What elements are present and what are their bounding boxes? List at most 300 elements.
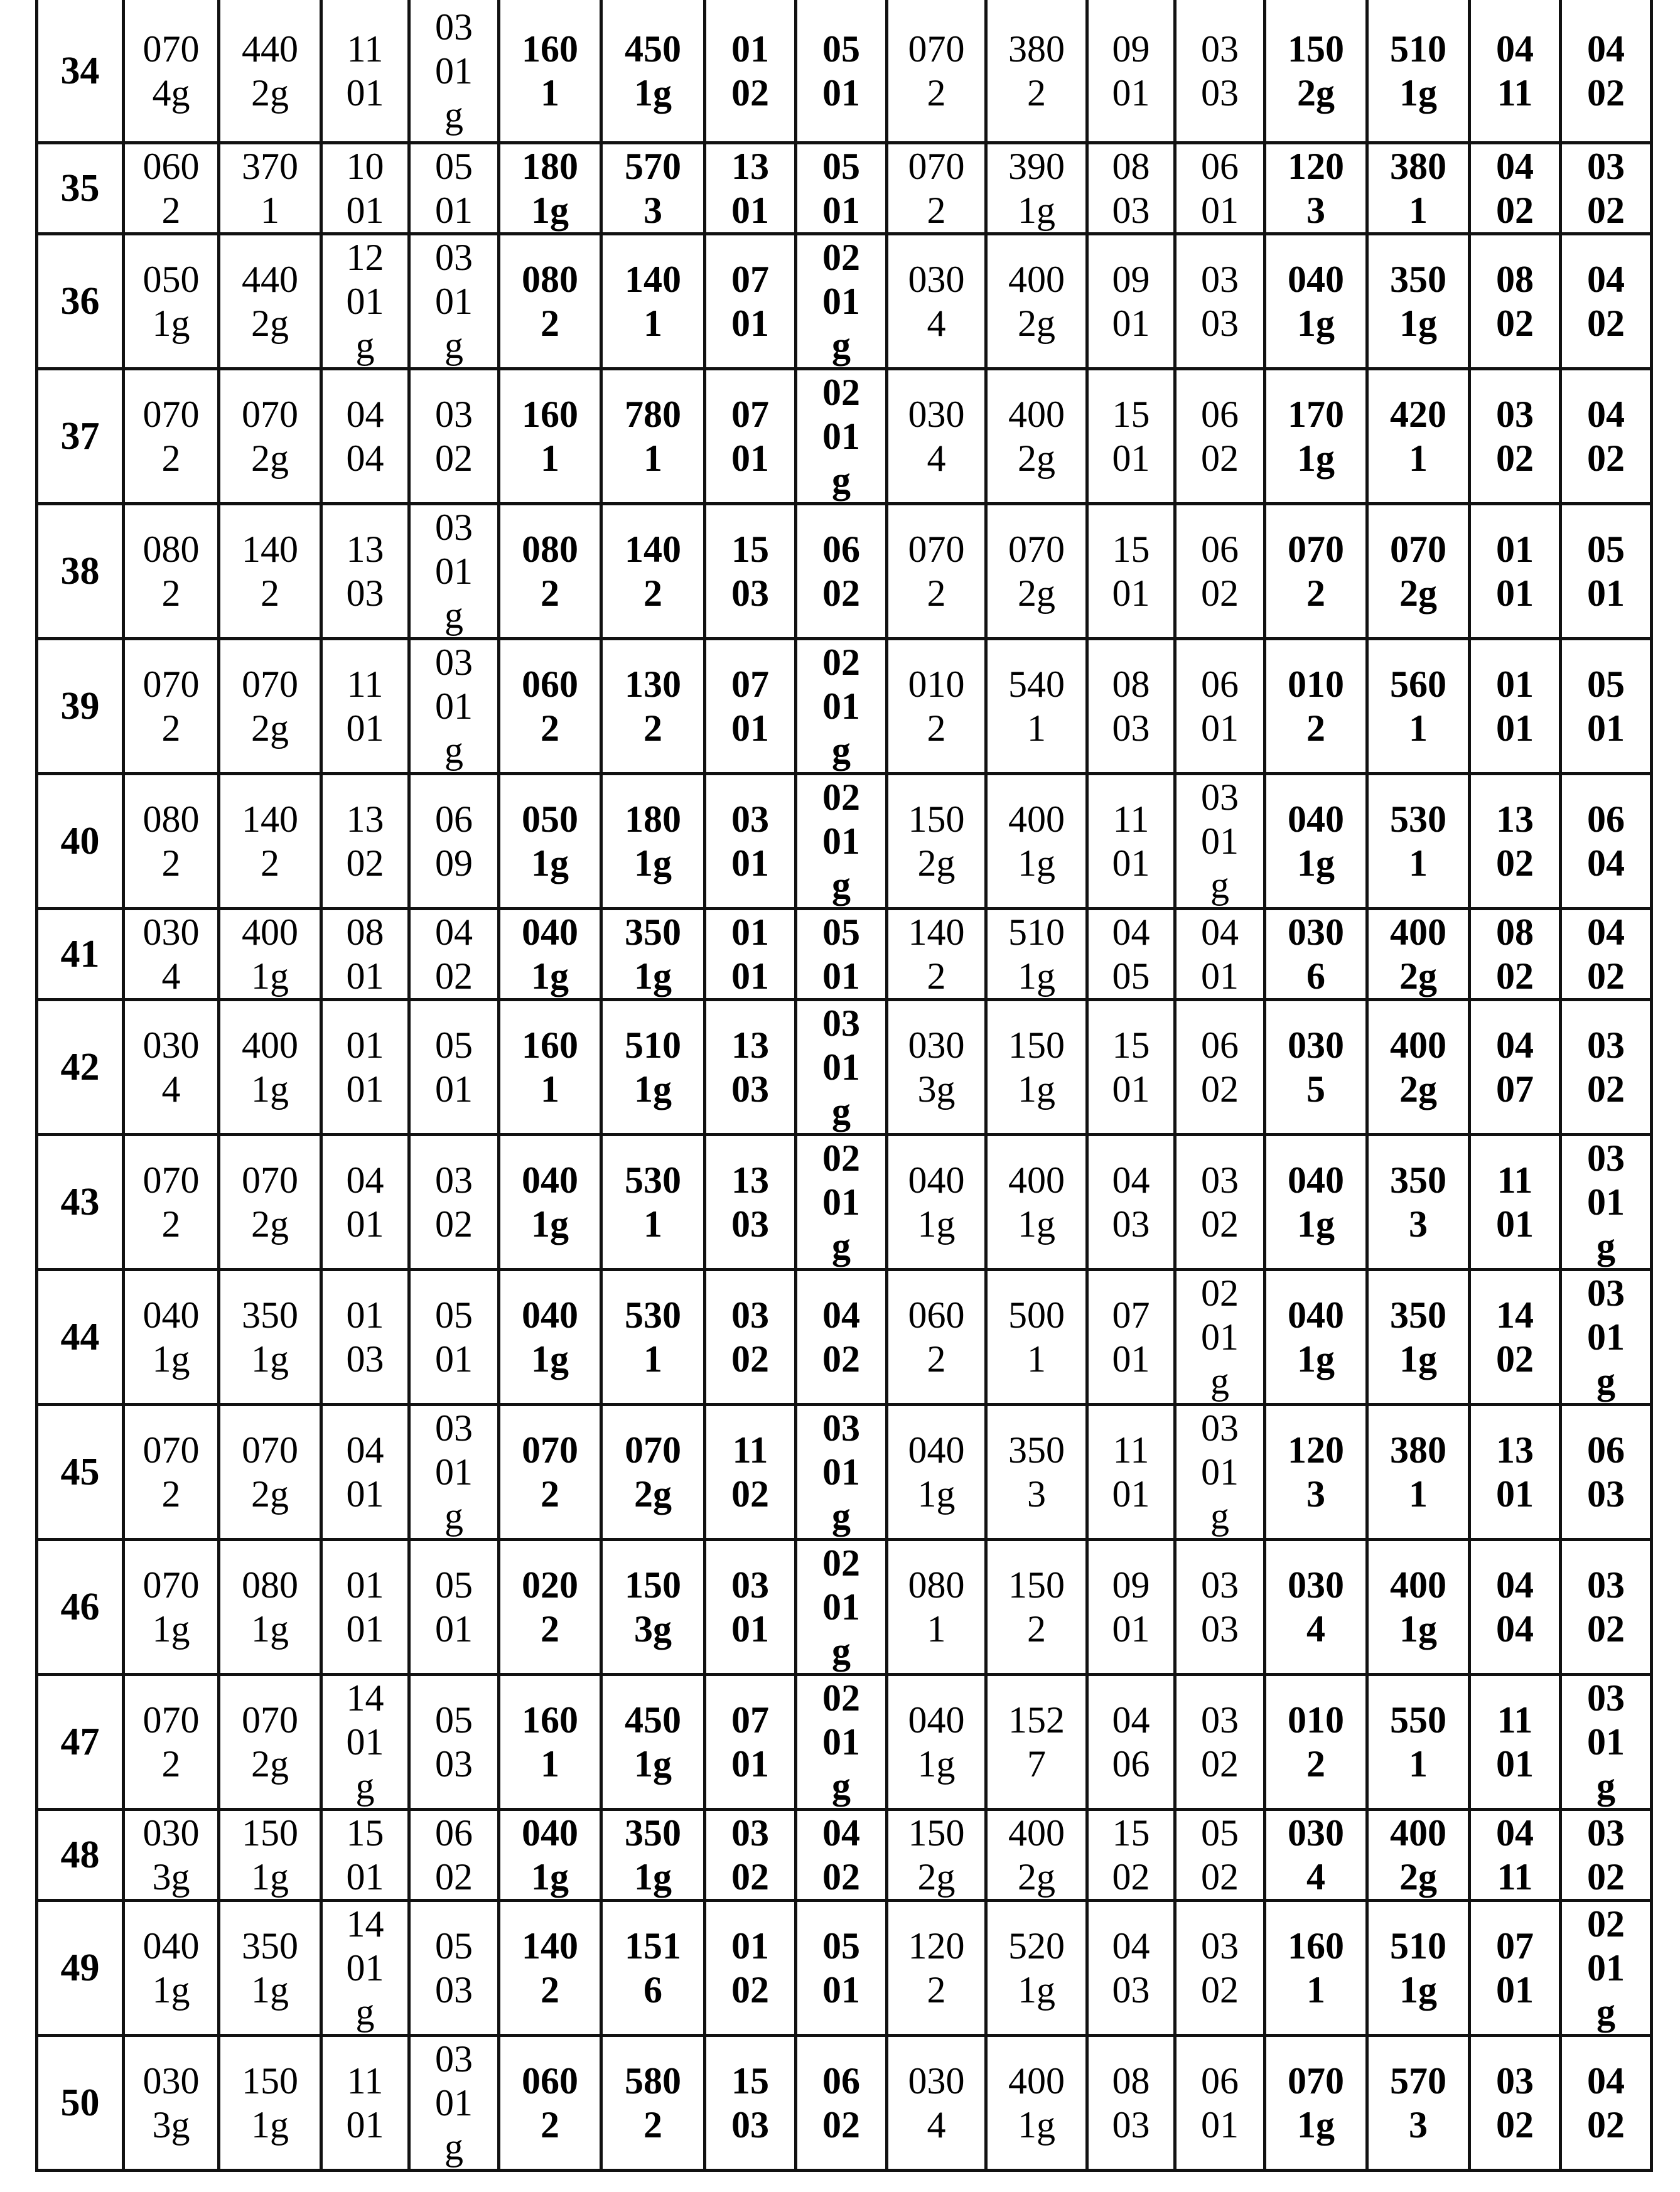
table-cell: 07 01 (705, 234, 796, 369)
table-cell: 040 1g (1265, 234, 1367, 369)
table-cell: 01 01 (321, 1540, 409, 1675)
table-cell: 060 2 (124, 143, 219, 234)
table-cell: 140 2 (219, 774, 321, 909)
table-cell: 440 2g (219, 0, 321, 143)
table-cell: 06 02 (1175, 369, 1265, 504)
table-cell: 02 01 g (1561, 1901, 1652, 2036)
row-number: 44 (37, 1270, 124, 1405)
table-cell: 03 02 (1175, 1135, 1265, 1270)
table-cell: 450 1g (601, 0, 705, 143)
data-table (35, 0, 1653, 2172)
table-cell: 010 2 (1265, 639, 1367, 774)
row-number: 42 (37, 1000, 124, 1135)
table-row (37, 1270, 1652, 1405)
table-cell: 02 01 g (796, 1540, 887, 1675)
table-cell: 040 1g (887, 1135, 986, 1270)
table-cell: 400 1g (986, 2036, 1087, 2171)
table-cell: 15 03 (705, 504, 796, 639)
table-cell: 03 01 g (409, 234, 499, 369)
table-row (37, 1405, 1652, 1540)
row-number: 38 (37, 504, 124, 639)
table-cell: 03 01 g (1561, 1135, 1652, 1270)
table-cell: 13 03 (321, 504, 409, 639)
table-cell: 03 02 (409, 1135, 499, 1270)
table-cell: 060 2 (499, 2036, 601, 2171)
table-cell: 15 01 (1087, 369, 1175, 504)
table-cell: 06 01 (1175, 2036, 1265, 2171)
table-row (37, 234, 1652, 369)
table-cell: 530 1 (601, 1270, 705, 1405)
table-cell: 12 01 g (321, 234, 409, 369)
table-cell: 400 2g (986, 1810, 1087, 1901)
table-cell: 150 2 (986, 1540, 1087, 1675)
table-cell: 05 01 (796, 1901, 887, 2036)
table-cell: 04 04 (321, 369, 409, 504)
table-cell: 400 1g (219, 909, 321, 1000)
table-row (37, 1901, 1652, 2036)
table-row (37, 1135, 1652, 1270)
table-cell: 160 1 (499, 369, 601, 504)
table-cell: 04 02 (1561, 2036, 1652, 2171)
table-row (37, 1810, 1652, 1901)
table-cell: 01 02 (705, 0, 796, 143)
table-cell: 170 1g (1265, 369, 1367, 504)
table-cell: 03 02 (1470, 2036, 1561, 2171)
table-cell: 540 1 (986, 639, 1087, 774)
table-cell: 04 07 (1470, 1000, 1561, 1135)
table-cell: 020 2 (499, 1540, 601, 1675)
table-cell: 01 02 (705, 1901, 796, 2036)
table-cell: 140 1 (601, 234, 705, 369)
table-cell: 070 2g (601, 1405, 705, 1540)
table-cell: 03 02 (1561, 143, 1652, 234)
table-cell: 070 4g (124, 0, 219, 143)
table-cell: 06 02 (1175, 504, 1265, 639)
table-cell: 380 1 (1367, 143, 1470, 234)
row-number: 49 (37, 1901, 124, 2036)
table-cell: 03 02 (1470, 369, 1561, 504)
table-cell: 550 1 (1367, 1675, 1470, 1810)
table-cell: 02 01 g (796, 1675, 887, 1810)
table-cell: 06 02 (796, 504, 887, 639)
table-row (37, 369, 1652, 504)
table-cell: 400 1g (986, 1135, 1087, 1270)
table-cell: 09 01 (1087, 234, 1175, 369)
table-cell: 01 03 (321, 1270, 409, 1405)
table-cell: 080 2 (499, 234, 601, 369)
table-cell: 06 01 (1175, 143, 1265, 234)
table-cell: 030 4 (887, 234, 986, 369)
table-cell: 030 5 (1265, 1000, 1367, 1135)
table-cell: 04 01 (321, 1135, 409, 1270)
table-cell: 11 01 (321, 639, 409, 774)
table-cell: 04 02 (796, 1270, 887, 1405)
table-cell: 03 01 g (1175, 774, 1265, 909)
table-row (37, 0, 1652, 143)
table-cell: 01 01 (321, 1000, 409, 1135)
table-cell: 070 2 (124, 639, 219, 774)
table-cell: 350 1g (1367, 1270, 1470, 1405)
table-cell: 11 01 (1087, 774, 1175, 909)
table-cell: 05 01 (796, 909, 887, 1000)
row-number: 34 (37, 0, 124, 143)
table-cell: 03 03 (1175, 1540, 1265, 1675)
table-cell: 510 1g (986, 909, 1087, 1000)
table-cell: 01 01 (1470, 504, 1561, 639)
row-number: 41 (37, 909, 124, 1000)
table-cell: 560 1 (1367, 639, 1470, 774)
table-cell: 150 3g (601, 1540, 705, 1675)
table-cell: 050 1g (124, 234, 219, 369)
table-cell: 160 1 (499, 1000, 601, 1135)
table-cell: 120 3 (1265, 143, 1367, 234)
table-cell: 14 02 (1470, 1270, 1561, 1405)
table-cell: 120 2 (887, 1901, 986, 2036)
table-cell: 530 1 (601, 1135, 705, 1270)
table-cell: 06 02 (409, 1810, 499, 1901)
table-cell: 350 1g (601, 909, 705, 1000)
table-cell: 150 1g (219, 2036, 321, 2171)
table-cell: 510 1g (1367, 1901, 1470, 2036)
table-cell: 030 4 (124, 1000, 219, 1135)
table-cell: 04 01 (321, 1405, 409, 1540)
row-number: 36 (37, 234, 124, 369)
table-cell: 040 1g (887, 1405, 986, 1540)
table-cell: 02 01 g (796, 639, 887, 774)
table-cell: 03 01 g (409, 504, 499, 639)
table-cell: 08 02 (1470, 909, 1561, 1000)
table-cell: 03 02 (705, 1810, 796, 1901)
table-cell: 400 1g (986, 774, 1087, 909)
table-cell: 04 02 (409, 909, 499, 1000)
table-cell: 03 01 g (409, 0, 499, 143)
table-cell: 140 2 (887, 909, 986, 1000)
table-cell: 08 03 (1087, 143, 1175, 234)
table-row (37, 774, 1652, 909)
table-cell: 400 2g (986, 369, 1087, 504)
table-cell: 13 03 (705, 1135, 796, 1270)
table-cell: 02 01 g (796, 234, 887, 369)
table-cell: 03 02 (1561, 1540, 1652, 1675)
table-cell: 06 01 (1175, 639, 1265, 774)
table-cell: 530 1 (1367, 774, 1470, 909)
table-cell: 570 3 (1367, 2036, 1470, 2171)
table-cell: 140 2 (219, 504, 321, 639)
table-cell: 03 02 (1175, 1675, 1265, 1810)
table-cell: 070 2g (1367, 504, 1470, 639)
table-cell: 030 4 (1265, 1540, 1367, 1675)
row-number: 39 (37, 639, 124, 774)
row-number: 48 (37, 1810, 124, 1901)
table-cell: 03 01 g (409, 1405, 499, 1540)
table-cell: 510 1g (1367, 0, 1470, 143)
table-cell: 03 01 g (409, 2036, 499, 2171)
table-cell: 070 2 (499, 1405, 601, 1540)
table-cell: 04 02 (1561, 0, 1652, 143)
table-row (37, 909, 1652, 1000)
table-cell: 030 4 (887, 369, 986, 504)
table-cell: 152 7 (986, 1675, 1087, 1810)
table-cell: 150 1g (986, 1000, 1087, 1135)
table-cell: 06 09 (409, 774, 499, 909)
table-cell: 580 2 (601, 2036, 705, 2171)
table-cell: 160 1 (499, 1675, 601, 1810)
table-cell: 070 2 (124, 1675, 219, 1810)
table-cell: 01 01 (705, 909, 796, 1000)
table-cell: 030 4 (887, 2036, 986, 2171)
table-cell: 04 02 (1561, 909, 1652, 1000)
table-cell: 03 03 (1175, 0, 1265, 143)
row-number: 35 (37, 143, 124, 234)
table-cell: 03 01 g (409, 639, 499, 774)
table-cell: 040 1g (1265, 1270, 1367, 1405)
table-cell: 030 6 (1265, 909, 1367, 1000)
table-cell: 08 03 (1087, 2036, 1175, 2171)
table-cell: 06 02 (796, 2036, 887, 2171)
table-cell: 15 01 (321, 1810, 409, 1901)
table-cell: 03 01 g (796, 1405, 887, 1540)
row-number: 43 (37, 1135, 124, 1270)
table-cell: 400 2g (1367, 1000, 1470, 1135)
row-number: 37 (37, 369, 124, 504)
table-cell: 11 01 (321, 2036, 409, 2171)
table-cell: 05 01 (409, 1270, 499, 1405)
table-cell: 160 1 (499, 0, 601, 143)
table-cell: 030 4 (124, 909, 219, 1000)
table-cell: 450 1g (601, 1675, 705, 1810)
table-cell: 06 02 (1175, 1000, 1265, 1135)
table-cell: 400 2g (1367, 1810, 1470, 1901)
table-cell: 15 01 (1087, 1000, 1175, 1135)
table-cell: 04 02 (1561, 369, 1652, 504)
table-cell: 13 02 (321, 774, 409, 909)
table-cell: 040 1g (499, 1810, 601, 1901)
table-row (37, 639, 1652, 774)
table-cell: 350 1g (219, 1270, 321, 1405)
table-cell: 070 2 (124, 1405, 219, 1540)
row-number: 50 (37, 2036, 124, 2171)
table-cell: 040 1g (499, 909, 601, 1000)
table-cell: 03 01 g (1561, 1675, 1652, 1810)
table-row (37, 504, 1652, 639)
table-cell: 370 1 (219, 143, 321, 234)
table-cell: 03 02 (409, 369, 499, 504)
table-cell: 060 2 (499, 639, 601, 774)
row-number: 45 (37, 1405, 124, 1540)
table-cell: 04 02 (1561, 234, 1652, 369)
table-cell: 070 2g (219, 639, 321, 774)
table-cell: 04 06 (1087, 1675, 1175, 1810)
table-cell: 070 1g (1265, 2036, 1367, 2171)
table-cell: 400 2g (1367, 909, 1470, 1000)
table-cell: 02 01 g (796, 1135, 887, 1270)
table-cell: 040 1g (1265, 1135, 1367, 1270)
table-cell: 350 1g (601, 1810, 705, 1901)
table-cell: 04 01 (1175, 909, 1265, 1000)
row-number: 46 (37, 1540, 124, 1675)
table-cell: 03 02 (1175, 1901, 1265, 2036)
table-cell: 05 01 (409, 1000, 499, 1135)
table-cell: 350 1g (1367, 234, 1470, 369)
table-cell: 060 2 (887, 1270, 986, 1405)
table-cell: 070 2g (219, 1675, 321, 1810)
table-cell: 11 01 (1470, 1675, 1561, 1810)
table-cell: 04 05 (1087, 909, 1175, 1000)
table-cell: 14 01 g (321, 1901, 409, 2036)
table-cell: 11 01 (1470, 1135, 1561, 1270)
row-number: 40 (37, 774, 124, 909)
table-cell: 070 2g (219, 1135, 321, 1270)
table-cell: 780 1 (601, 369, 705, 504)
table-cell: 140 2 (601, 504, 705, 639)
table-cell: 05 03 (409, 1675, 499, 1810)
table-cell: 07 01 (705, 639, 796, 774)
table-cell: 150 1g (219, 1810, 321, 1901)
table-cell: 150 2g (1265, 0, 1367, 143)
table-row (37, 1000, 1652, 1135)
table-cell: 030 3g (124, 2036, 219, 2171)
table-cell: 02 01 g (796, 774, 887, 909)
table-cell: 05 01 (409, 143, 499, 234)
table-cell: 05 01 (796, 0, 887, 143)
table-cell: 03 01 (705, 774, 796, 909)
table-cell: 04 02 (796, 1810, 887, 1901)
table-cell: 080 2 (124, 504, 219, 639)
table-cell: 05 02 (1175, 1810, 1265, 1901)
table-cell: 150 2g (887, 1810, 986, 1901)
table-cell: 390 1g (986, 143, 1087, 234)
table-cell: 151 6 (601, 1901, 705, 2036)
table-cell: 07 01 (705, 1675, 796, 1810)
table-cell: 070 2 (124, 1135, 219, 1270)
table-cell: 070 2 (887, 504, 986, 639)
table-cell: 04 11 (1470, 1810, 1561, 1901)
table-cell: 070 2g (986, 504, 1087, 639)
table-cell: 120 3 (1265, 1405, 1367, 1540)
row-number: 47 (37, 1675, 124, 1810)
table-cell: 08 02 (1470, 234, 1561, 369)
table-cell: 03 02 (1561, 1000, 1652, 1135)
table-cell: 13 01 (1470, 1405, 1561, 1540)
table-cell: 09 01 (1087, 1540, 1175, 1675)
table-cell: 160 1 (1265, 1901, 1367, 2036)
table-cell: 040 1g (499, 1270, 601, 1405)
table-cell: 070 2 (1265, 504, 1367, 639)
table-cell: 15 01 (1087, 504, 1175, 639)
table-cell: 15 02 (1087, 1810, 1175, 1901)
table-cell: 07 01 (705, 369, 796, 504)
table-cell: 03 01 (705, 1540, 796, 1675)
table-cell: 570 3 (601, 143, 705, 234)
table-cell: 02 01 g (1175, 1270, 1265, 1405)
table-cell: 13 01 (705, 143, 796, 234)
table-cell: 14 01 g (321, 1675, 409, 1810)
table-cell: 06 04 (1561, 774, 1652, 909)
table-cell: 080 2 (124, 774, 219, 909)
table-cell: 11 01 (321, 0, 409, 143)
table-row (37, 1540, 1652, 1675)
table-cell: 040 1g (124, 1270, 219, 1405)
table-cell: 350 3 (1367, 1135, 1470, 1270)
table-cell: 04 04 (1470, 1540, 1561, 1675)
table-cell: 04 02 (1470, 143, 1561, 234)
table-cell: 140 2 (499, 1901, 601, 2036)
table-cell: 030 3g (124, 1810, 219, 1901)
table-cell: 070 1g (124, 1540, 219, 1675)
table-cell: 130 2 (601, 639, 705, 774)
table-cell: 080 2 (499, 504, 601, 639)
table-cell: 030 3g (887, 1000, 986, 1135)
table-cell: 10 01 (321, 143, 409, 234)
table-cell: 350 3 (986, 1405, 1087, 1540)
table-cell: 040 1g (124, 1901, 219, 2036)
table-cell: 03 01 g (1561, 1270, 1652, 1405)
table-cell: 400 2g (986, 234, 1087, 369)
table-cell: 13 03 (705, 1000, 796, 1135)
table-cell: 05 01 (1561, 504, 1652, 639)
table-cell: 500 1 (986, 1270, 1087, 1405)
table-cell: 070 2g (219, 369, 321, 504)
table-cell: 010 2 (1265, 1675, 1367, 1810)
table-cell: 05 01 (1561, 639, 1652, 774)
table-cell: 06 03 (1561, 1405, 1652, 1540)
table-cell: 350 1g (219, 1901, 321, 2036)
table-cell: 05 01 (409, 1540, 499, 1675)
table-cell: 180 1g (601, 774, 705, 909)
table-cell: 15 03 (705, 2036, 796, 2171)
table-row (37, 2036, 1652, 2171)
table-cell: 07 01 (1470, 1901, 1561, 2036)
table-cell: 400 1g (1367, 1540, 1470, 1675)
table-cell: 11 01 (1087, 1405, 1175, 1540)
table-cell: 070 2g (219, 1405, 321, 1540)
table-cell: 03 02 (1561, 1810, 1652, 1901)
table-cell: 13 02 (1470, 774, 1561, 909)
table-cell: 040 1g (1265, 774, 1367, 909)
table-cell: 04 11 (1470, 0, 1561, 143)
table-cell: 440 2g (219, 234, 321, 369)
table-cell: 510 1g (601, 1000, 705, 1135)
table-cell: 05 03 (409, 1901, 499, 2036)
table-cell: 070 2 (887, 143, 986, 234)
table-cell: 02 01 g (796, 369, 887, 504)
table-cell: 420 1 (1367, 369, 1470, 504)
table-cell: 400 1g (219, 1000, 321, 1135)
table-cell: 04 03 (1087, 1901, 1175, 2036)
table-cell: 04 03 (1087, 1135, 1175, 1270)
table-cell: 03 01 g (1175, 1405, 1265, 1540)
table-cell: 030 4 (1265, 1810, 1367, 1901)
table-cell: 08 01 (321, 909, 409, 1000)
table-cell: 03 01 g (796, 1000, 887, 1135)
table-cell: 11 02 (705, 1405, 796, 1540)
table-cell: 070 2 (124, 369, 219, 504)
table-cell: 07 01 (1087, 1270, 1175, 1405)
table-cell: 040 1g (887, 1675, 986, 1810)
table-cell: 180 1g (499, 143, 601, 234)
table-cell: 09 01 (1087, 0, 1175, 143)
table-cell: 05 01 (796, 143, 887, 234)
table-cell: 01 01 (1470, 639, 1561, 774)
table-cell: 08 03 (1087, 639, 1175, 774)
table-cell: 070 2 (887, 0, 986, 143)
table-row (37, 1675, 1652, 1810)
table-cell: 380 1 (1367, 1405, 1470, 1540)
table-cell: 150 2g (887, 774, 986, 909)
table-cell: 080 1 (887, 1540, 986, 1675)
table-cell: 520 1g (986, 1901, 1087, 2036)
table-row (37, 143, 1652, 234)
